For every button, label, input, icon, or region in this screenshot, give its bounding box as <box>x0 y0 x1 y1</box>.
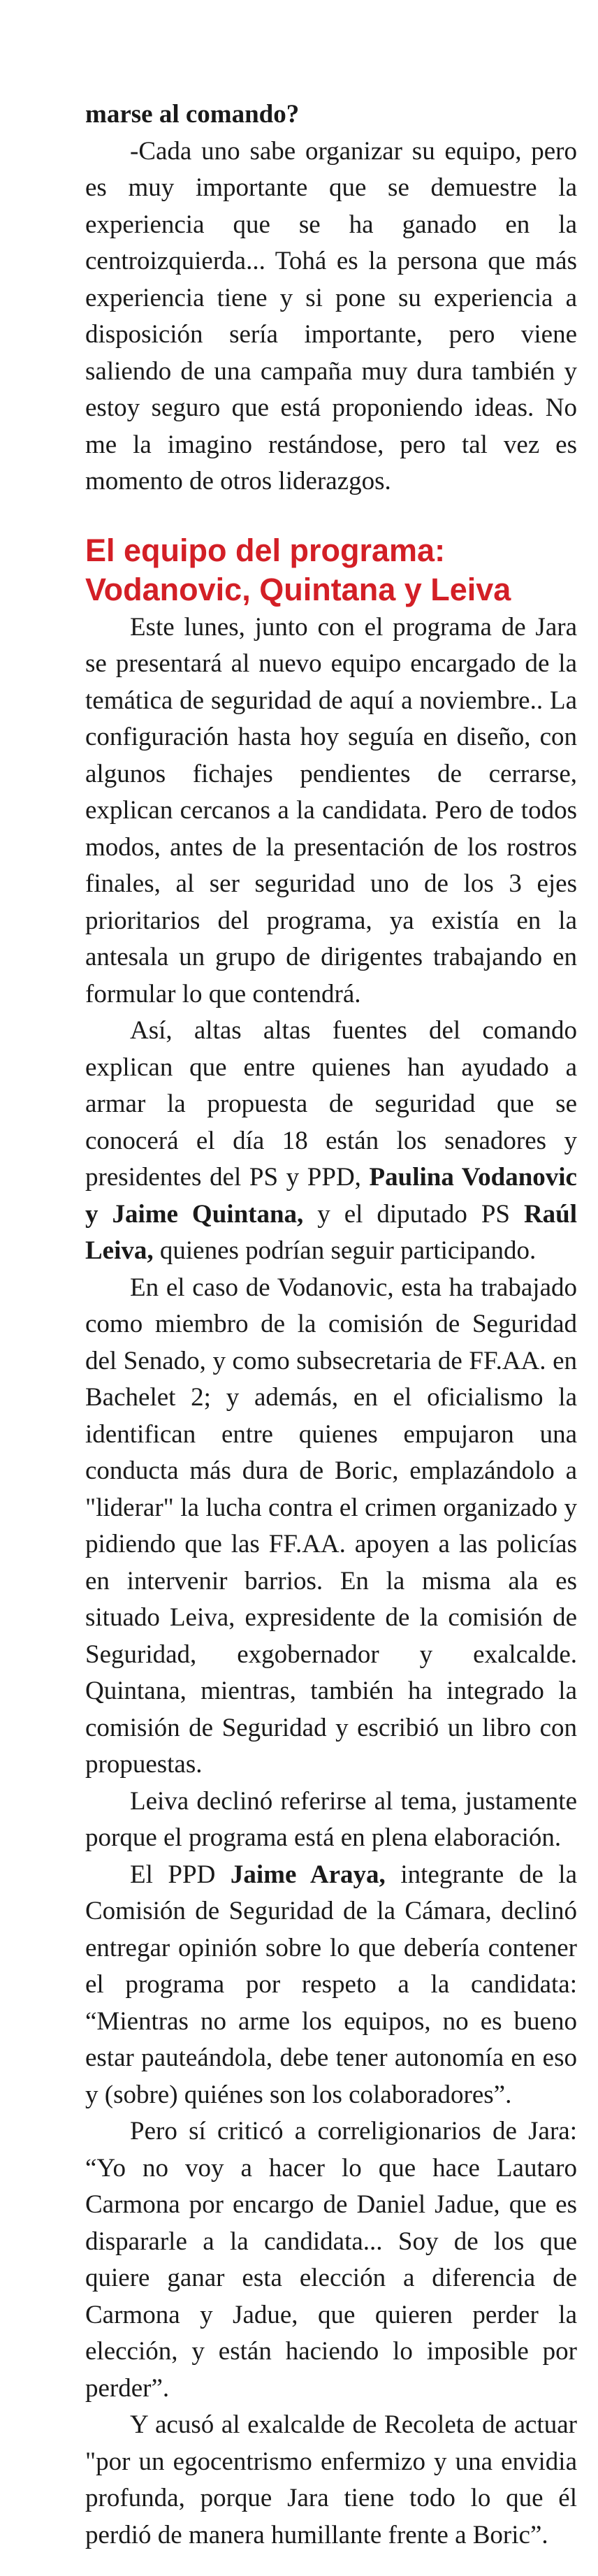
highlighted-names: Paulina Vodanovic y Jaime Quintana, <box>85 1163 577 1229</box>
subheading-line-1: El equipo del programa: <box>85 532 446 568</box>
paragraph-text: y el diputado PS <box>303 1199 524 1229</box>
paragraph-program-team: Este lunes, junto con el programa de Jara se presentará al nuevo equipo encargado de la temática de seguridad de aquí a noviembre.. La configuración hasta hoy seguía en diseño, con algunos fichajes pendientes de cerrarse, explican cercanos a la candidata. Pero de todos modos, antes de la presentación de los rostros finales, al ser seguridad uno de los 3 ejes prioritarios del programa, ya existía en la antesala un grupo de dirigentes trabajando en formular lo que contendrá. <box>85 612 577 1008</box>
subheading-line-2: Vodanovic, Quintana y Leiva <box>85 571 511 607</box>
paragraph-vodanovic: En el caso de Vodanovic, esta ha trabajado como miembro de la comisión de Seguridad del Senado, y como subsecretaria de FF.AA. en Bachelet 2; y además, en el oficialismo la identifican entre quienes empujaron una conducta más dura de Boric, emplazándolo a "liderar" la lucha contra el crimen organizado y pidiendo que las FF.AA. apoyen a las policías en intervenir barrios. En la misma ala es situado Leiva, expresidente de la comisión de Seguridad, exgobernador y exalcalde. Quintana, mientras, también ha integrado la comisión de Seguridad y escribió un libro con propuestas. <box>85 1273 577 1779</box>
highlighted-name: Jaime Araya, <box>230 1860 386 1889</box>
section-subheading <box>85 531 577 609</box>
interview-answer: -Cada uno sabe organizar su equipo, pero es muy importante que se demuestre la experiencia que se ha ganado en la centroizquierda... Tohá es la persona que más experiencia tiene y si pone su experiencia a disposición sería importante, pero viene saliendo de una campaña muy dura también y estoy seguro que está proponiendo ideas. No me la imagino restándose, pero tal vez es momento de otros liderazgos. <box>85 136 577 495</box>
paragraph-text: El PPD <box>130 1860 231 1889</box>
paragraph-araya <box>85 1857 577 2114</box>
paragraph-criticism: Pero sí criticó a correligionarios de Jara: “Yo no voy a hacer lo que hace Lautaro Carmona por encargo de Daniel Jadue, que es dispararle a la candidata... Soy de los que quiere ganar esta elección a diferencia de Carmona y Jadue, que quieren perder la elección, y están haciendo lo imposible por perder”. <box>85 2117 577 2403</box>
paragraph-text: Así, altas altas fuentes del comando explican que entre quienes han ayudado a armar la propuesta de seguridad que se conocerá el día 18 están los senadores y presidentes del PS y PPD, <box>85 1016 577 1192</box>
paragraph-leiva: Leiva declinó referirse al tema, justamente porque el programa está en plena elaboración. <box>85 1786 577 1852</box>
highlighted-name: Raúl Leiva, <box>85 1199 578 1265</box>
interview-question-end: marse al comando? <box>85 100 300 129</box>
paragraph-sources <box>85 1013 577 1270</box>
paragraph-text: quienes podrían seguir participando. <box>153 1236 537 1265</box>
paragraph-accusation: Y acusó al exalcalde de Recoleta de actuar "por un egocentrismo enfermizo y una envidia profunda, porque Jara tiene todo lo que él perdió de manera humillante frente a Boric”. <box>85 2410 577 2549</box>
paragraph-text: integrante de la Comisión de Seguridad de la Cámara, declinó entregar opinión sobre lo que debería contener el programa por respeto a la candidata: “Mientras no arme los equipos, no es bueno estar pauteándola, debe tener autonomía en eso y (sobre) quiénes son los colaboradores”. <box>85 1860 577 2109</box>
